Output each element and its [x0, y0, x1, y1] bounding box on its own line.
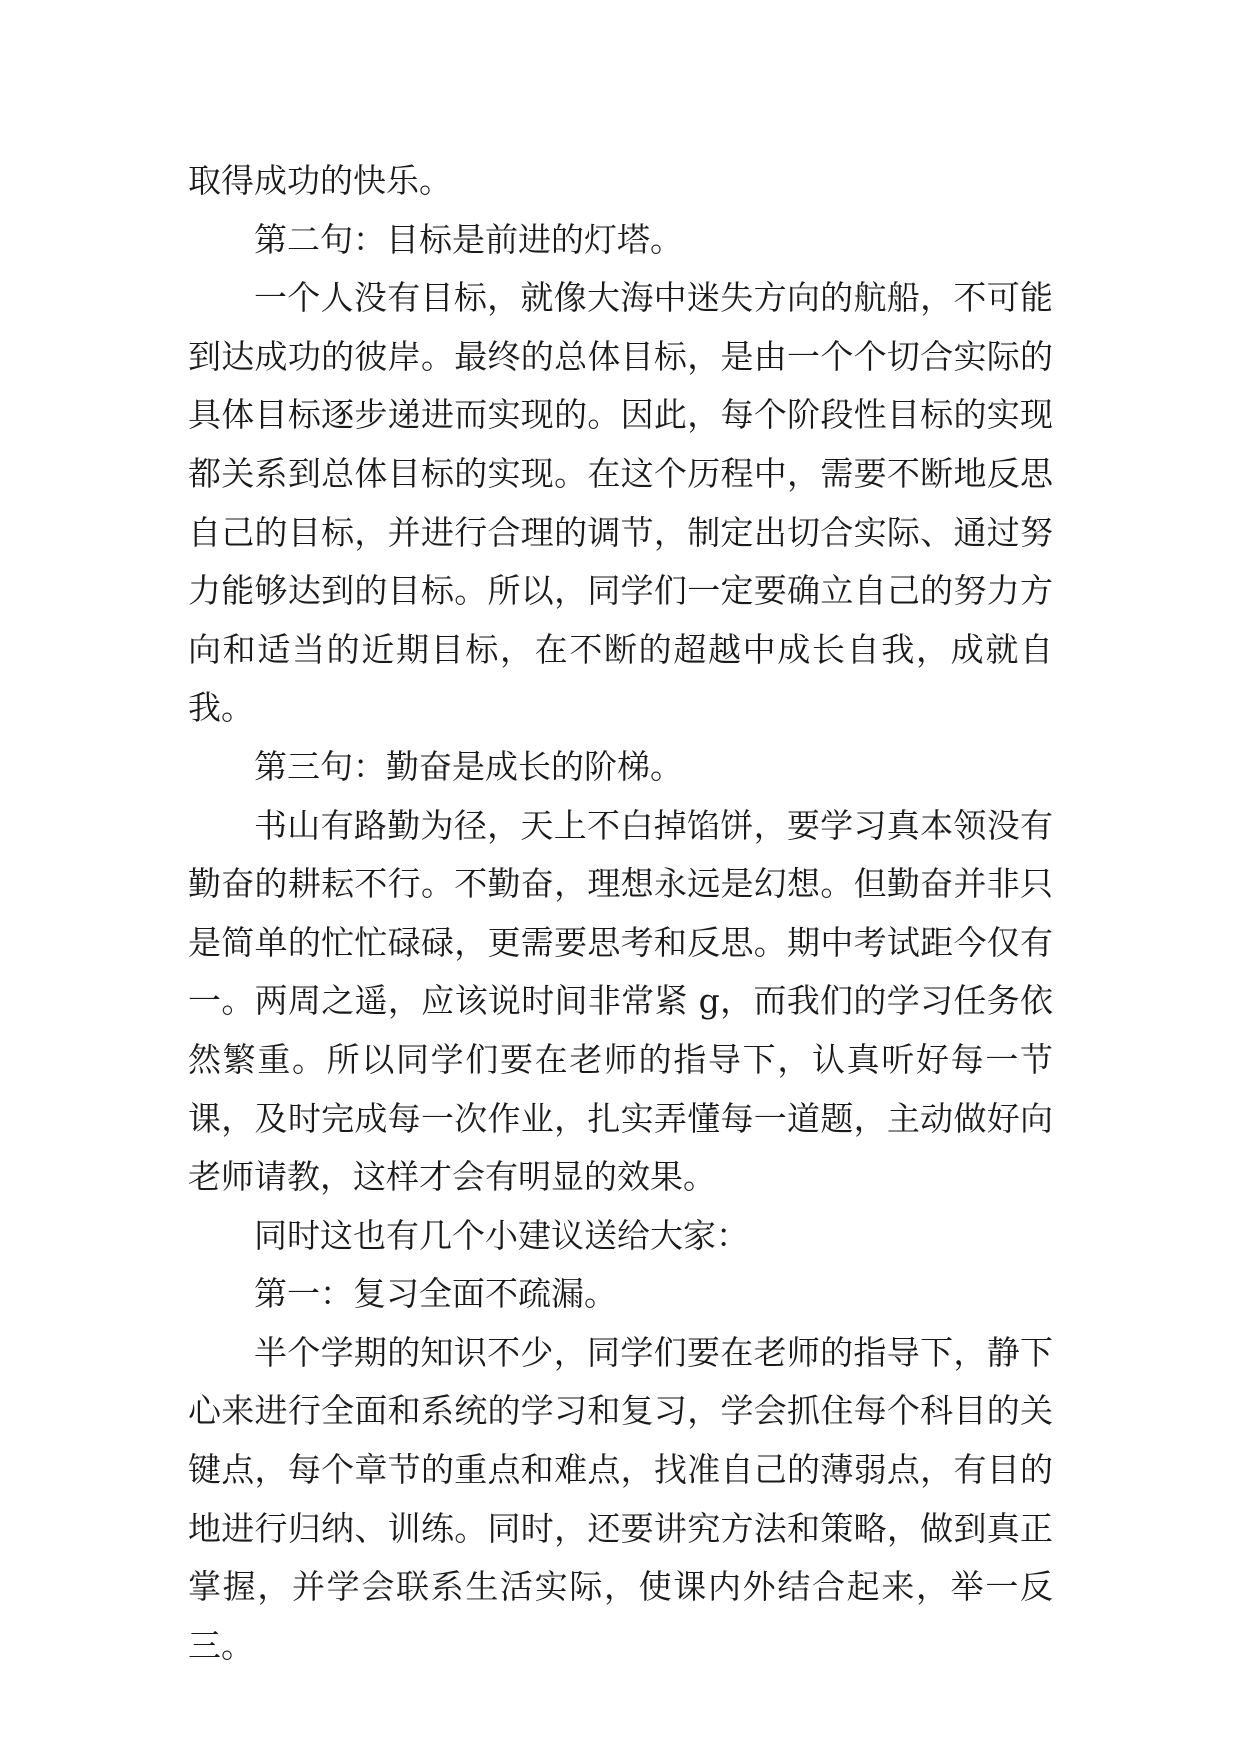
paragraph-heading: 第一：复习全面不疏漏。 [254, 1274, 617, 1314]
paragraph: 书山有路勤为径，天上不白掉馅饼，要学习真本领没有勤奋的耕耘不行。不勤奋，理想永远是幻想。但勤奋并非只是简单的忙忙碌碌，更需要思考和反思。期中考试距今仅有一。两周之遥，应该说时间非常紧 g，而我们的学习任务依然繁重。所以同学们要在老师的指导下，认真听好每一节课，及时完成每一次作业，扎实弄懂每一道题，主动做好向老师请教，这样才会有明显的效果。 [188, 805, 1053, 1197]
paragraph-heading: 第三句：勤奋是成长的阶梯。 [254, 746, 683, 786]
paragraph-heading: 第二句：目标是前进的灯塔。 [254, 219, 683, 259]
paragraph: 同时这也有几个小建议送给大家： [254, 1215, 749, 1255]
document-body [188, 152, 1053, 1675]
paragraph: 半个学期的知识不少，同学们要在老师的指导下，静下心来进行全面和系统的学习和复习，学会抓住每个科目的关键点，每个章节的重点和难点，找准自己的薄弱点，有目的地进行归纳、训练。同时，还要讲究方法和策略，做到真正掌握，并学会联系生活实际，使课内外结合起来，举一反三。 [188, 1332, 1053, 1665]
paragraph: 一个人没有目标，就像大海中迷失方向的航船，不可能到达成功的彼岸。最终的总体目标，是由一个个切合实际的具体目标逐步递进而实现的。因此，每个阶段性目标的实现都关系到总体目标的实现。在这个历程中，需要不断地反思自己的目标，并进行合理的调节，制定出切合实际、通过努力能够达到的目标。所以，同学们一定要确立自己的努力方向和适当的近期目标，在不断的超越中成长自我，成就自我。 [188, 278, 1053, 728]
paragraph: 取得成功的快乐。 [188, 161, 452, 200]
